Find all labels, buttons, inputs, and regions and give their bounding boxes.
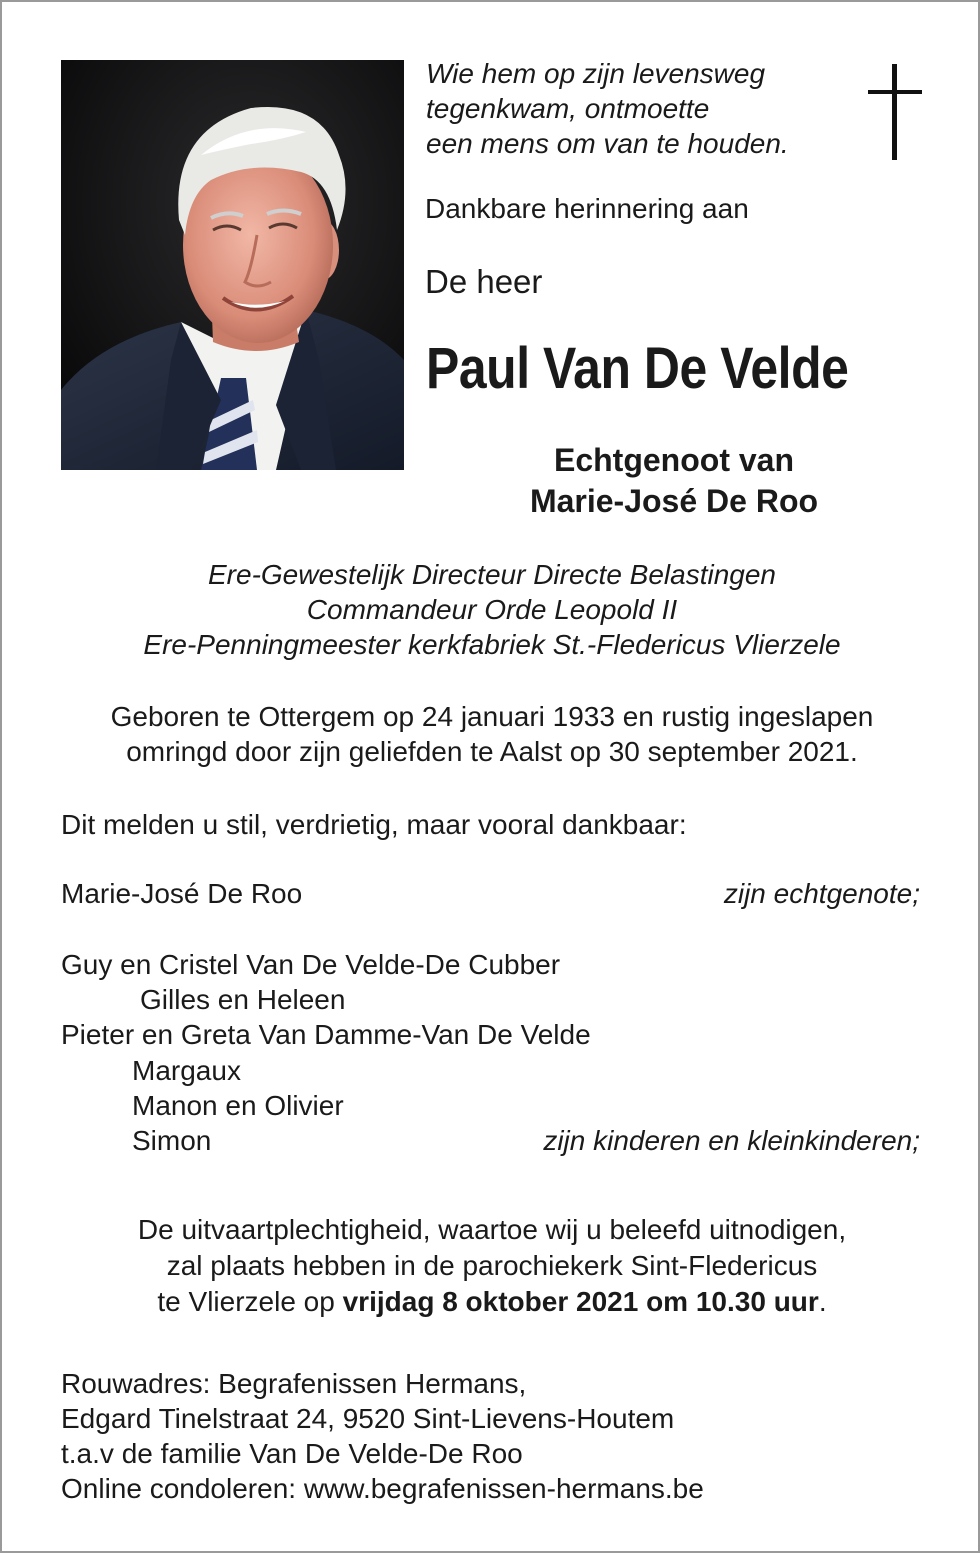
title-line: Ere-Gewestelijk Directeur Directe Belastingen <box>208 559 776 590</box>
portrait-photo <box>61 60 404 470</box>
ceremony-info <box>42 1212 942 1320</box>
title-line: Commandeur Orde Leopold II <box>306 594 678 625</box>
cross-icon <box>866 64 924 160</box>
honorific: De heer <box>425 263 543 300</box>
title-line: Ere-Penningmeester kerkfabriek St.-Fledericus Vlierzele <box>143 629 841 660</box>
announcement: Dit melden u stil, verdrietig, maar vooral dankbaar: <box>61 809 687 840</box>
ceremony-period: . <box>818 1286 827 1317</box>
birth-death-info <box>42 699 942 769</box>
ceremony-datetime: vrijdag 8 oktober 2021 om 10.30 uur <box>342 1286 819 1317</box>
ceremony-line: De uitvaartplechtigheid, waartoe wij u beleefd uitnodigen, <box>137 1214 847 1245</box>
family-line: Simon <box>132 1125 212 1156</box>
poem-line: een mens om van te houden. <box>426 128 789 159</box>
family-line: Gilles en Heleen <box>140 984 346 1015</box>
death-line: omringd door zijn geliefden te Aalst op 30 september 2021. <box>126 736 858 767</box>
online-condolences: Online condoleren: www.begrafenissen-hermans.be <box>61 1473 704 1504</box>
honorary-titles <box>42 557 942 662</box>
widow-role: zijn echtgenote; <box>723 878 920 909</box>
family-line: Manon en Olivier <box>132 1090 344 1121</box>
address-line: t.a.v de familie Van De Velde-De Roo <box>61 1438 523 1469</box>
family-line: Guy en Cristel Van De Velde-De Cubber <box>61 949 561 980</box>
spouse-block <box>426 440 922 522</box>
family-line: Pieter en Greta Van Damme-Van De Velde <box>61 1019 591 1050</box>
ceremony-line: zal plaats hebben in de parochiekerk Sint-Fledericus <box>166 1250 818 1281</box>
deceased-name: Paul Van De Velde <box>426 336 849 401</box>
family-role: zijn kinderen en kleinkinderen; <box>543 1125 920 1156</box>
ceremony-line <box>42 1284 942 1320</box>
address-line: Rouwadres: Begrafenissen Hermans, <box>61 1368 527 1399</box>
poem-line: Wie hem op zijn levensweg <box>426 58 766 89</box>
poem-line: tegenkwam, ontmoette <box>426 93 710 124</box>
family-line: Margaux <box>132 1055 241 1086</box>
mourning-address <box>61 1366 704 1506</box>
widow-name: Marie-José De Roo <box>61 878 303 909</box>
intro-text: Dankbare herinnering aan <box>425 193 749 224</box>
ceremony-place: te Vlierzele op <box>157 1286 343 1317</box>
spouse-relation: Echtgenoot van <box>553 442 794 478</box>
address-line: Edgard Tinelstraat 24, 9520 Sint-Lievens-Houtem <box>61 1403 675 1434</box>
spouse-name: Marie-José De Roo <box>529 483 819 519</box>
poem <box>426 56 866 161</box>
birth-line: Geboren te Ottergem op 24 januari 1933 en rustig ingeslapen <box>110 701 874 732</box>
portrait-illustration <box>61 60 404 470</box>
